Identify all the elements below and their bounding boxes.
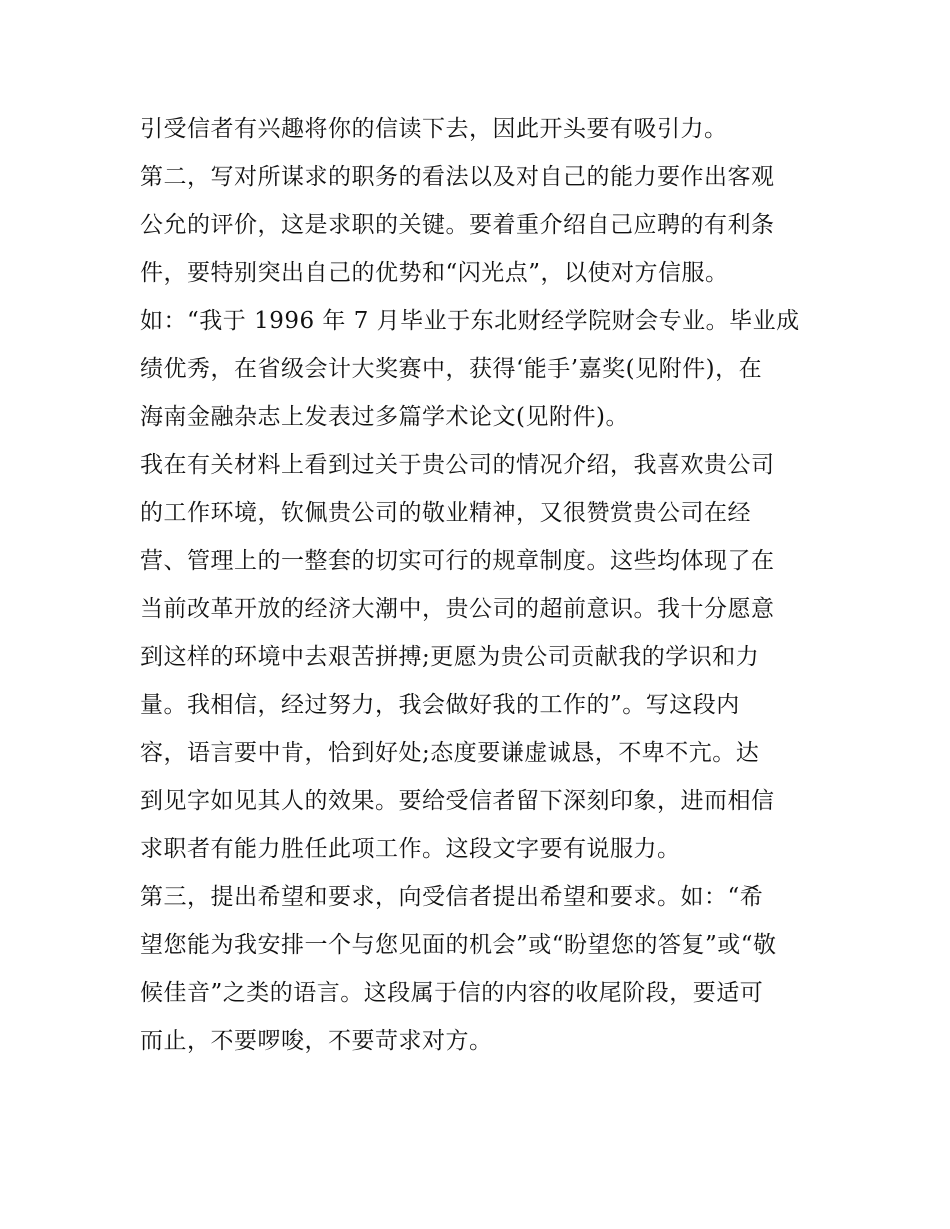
text-line: 引受信者有兴趣将你的信读下去，因此开头要有吸引力。 [140, 116, 728, 142]
text-line: 公允的评价，这是求职的关键。要着重介绍自己应聘的有利条 [140, 212, 775, 238]
text-line: 容，语言要中肯，恰到好处;态度要谦虚诚恳，不卑不亢。达 [140, 740, 760, 766]
text-line: 候佳音”之类的语言。这段属于信的内容的收尾阶段，要适可 [140, 980, 764, 1006]
text-line: 的工作环境，钦佩贵公司的敬业精神，又很赞赏贵公司在经 [140, 500, 751, 526]
text-line: 到这样的环境中去艰苦拼搏;更愿为贵公司贡献我的学识和力 [140, 644, 760, 670]
text-line: 件，要特别突出自己的优势和“闪光点”，以使对方信服。 [140, 260, 729, 286]
text-line: 望您能为我安排一个与您见面的机会”或“盼望您的答复”或“敬 [140, 932, 777, 958]
body-text [140, 105, 830, 1065]
text-line: 第二，写对所谋求的职务的看法以及对自己的能力要作出客观 [140, 164, 775, 190]
text-line: 而止，不要啰唆，不要苛求对方。 [140, 1028, 493, 1054]
text-line: 第三，提出希望和要求，向受信者提出希望和要求。如：“希 [140, 884, 764, 910]
text-line: 绩优秀，在省级会计大奖赛中，获得‘能手’嘉奖(见附件)，在 [140, 356, 763, 382]
text-line: 到见字如见其人的效果。要给受信者留下深刻印象，进而相信 [140, 788, 775, 814]
text-line: 当前改革开放的经济大潮中，贵公司的超前意识。我十分愿意 [140, 596, 775, 622]
text-line: 求职者有能力胜任此项工作。这段文字要有说服力。 [140, 836, 681, 862]
text-line: 营、管理上的一整套的切实可行的规章制度。这些均体现了在 [140, 548, 775, 574]
text-line: 量。我相信，经过努力，我会做好我的工作的”。写这段内 [140, 692, 740, 718]
text-line: 如：“我于 1996 年 7 月毕业于东北财经学院财会专业。毕业成 [140, 308, 800, 334]
text-line: 我在有关材料上看到过关于贵公司的情况介绍，我喜欢贵公司 [140, 452, 775, 478]
text-line: 海南金融杂志上发表过多篇学术论文(见附件)。 [140, 404, 629, 430]
